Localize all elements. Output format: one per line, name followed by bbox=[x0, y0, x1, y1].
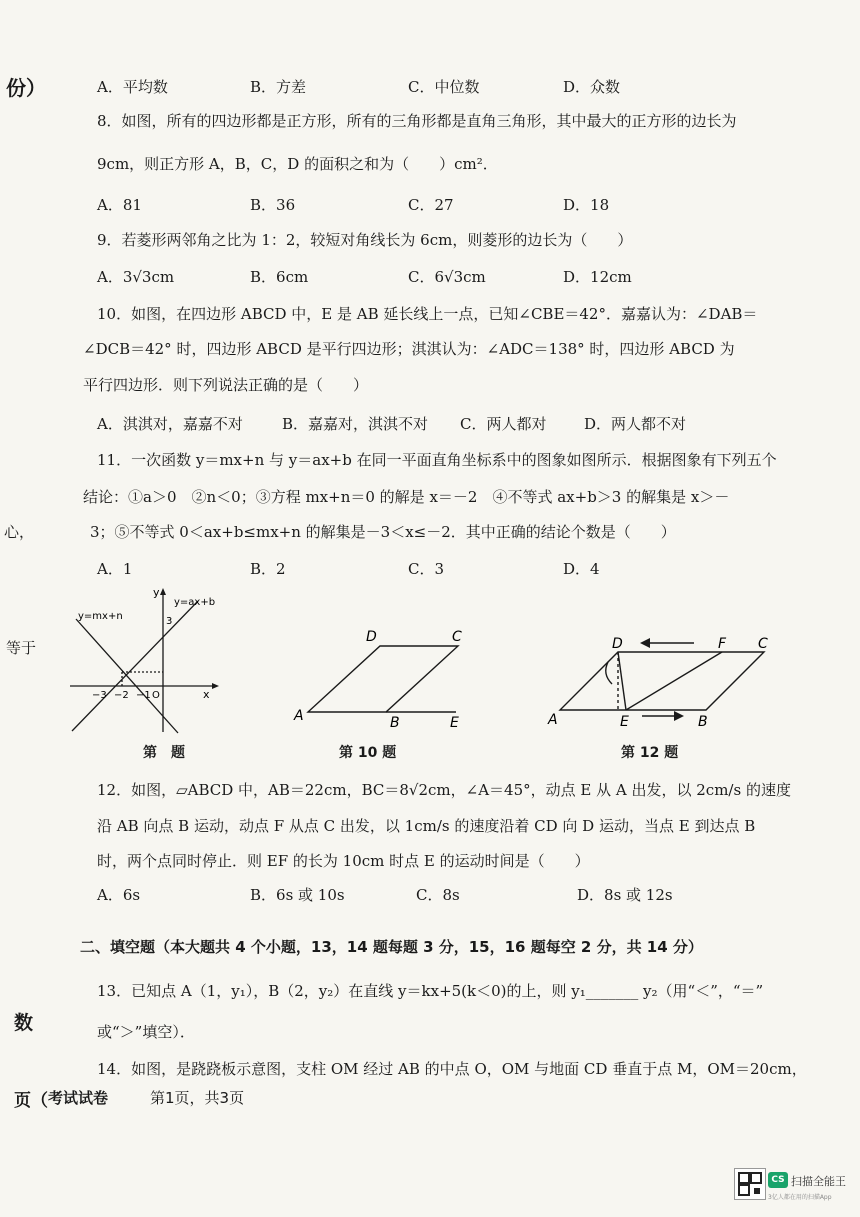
tick-3: 3 bbox=[166, 616, 173, 627]
q12-figure bbox=[546, 628, 780, 732]
parallelogram-abcd bbox=[308, 646, 458, 712]
q11-stem-line2: 结论：①a＞0 ②n＜0；③方程 mx+n＝0 的解是 x＝－2 ④不等式 ax+b＞3 的解集是 x＞－ bbox=[83, 488, 730, 506]
q13-stem-line2: 或“＞”填空）． bbox=[97, 1023, 195, 1041]
point-e: E bbox=[620, 714, 629, 730]
margin-fragment-heart: 心， bbox=[4, 523, 35, 541]
cs-badge-icon: CS bbox=[768, 1172, 788, 1188]
q8-stem-line2: 9cm，则正方形 A，B，C，D 的面积之和为（ ）cm²． bbox=[97, 155, 498, 173]
footer-exam-title: 考试试卷 bbox=[48, 1089, 109, 1107]
margin-fragment-shu: 数 bbox=[14, 1012, 34, 1034]
q11-option-d: D．4 bbox=[563, 560, 600, 578]
scanner-app-name: 扫描全能王 bbox=[791, 1175, 846, 1188]
q9-option-b: B．6cm bbox=[250, 268, 309, 286]
q12-option-d: D．8s 或 12s bbox=[577, 886, 673, 904]
q12-stem-line1: 12．如图，▱ABCD 中，AB＝22cm，BC＝8√2cm，∠A＝45°，动点 E 从 A 出发，以 2cm/s 的速度 bbox=[97, 781, 791, 799]
q12-option-c: C．8s bbox=[416, 886, 460, 904]
vertex-a: A bbox=[548, 712, 558, 728]
footer-page-number: 第1页，共3页 bbox=[150, 1089, 245, 1107]
q14-stem-line1: 14．如图，是跷跷板示意图，支柱 OM 经过 AB 的中点 O，OM 与地面 CD 垂直于点 M，OM＝20cm， bbox=[97, 1060, 807, 1078]
segment-de bbox=[618, 652, 626, 710]
q7-option-d: D．众数 bbox=[563, 78, 621, 96]
q7-option-c: C．中位数 bbox=[408, 78, 480, 96]
q12-stem-line2: 沿 AB 向点 B 运动，动点 F 从点 C 出发，以 1cm/s 的速度沿着 CD 向 D 运动，当点 E 到达点 B bbox=[97, 817, 756, 835]
tick-minus-2: −2 bbox=[114, 690, 129, 701]
vertex-c: C bbox=[758, 636, 768, 652]
q10-figure-caption: 第 10 题 bbox=[339, 745, 397, 761]
vertex-b: B bbox=[698, 714, 708, 730]
q11-figure-caption: 第 题 bbox=[143, 745, 185, 761]
q10-stem-line3: 平行四边形．则下列说法正确的是（ ） bbox=[83, 376, 369, 394]
q11-stem-line1: 11．一次函数 y＝mx+n 与 y＝ax+b 在同一平面直角坐标系中的图象如图所示．根据图象有下列五个 bbox=[97, 451, 777, 469]
vertex-d: D bbox=[366, 629, 377, 645]
tick-minus-3: −3 bbox=[92, 690, 107, 701]
label-ax-plus-b: y=ax+b bbox=[174, 597, 216, 608]
x-axis-label: x bbox=[203, 688, 210, 701]
q9-option-c: C．6√3cm bbox=[408, 268, 486, 286]
q11-figure bbox=[66, 586, 226, 736]
angle-mark bbox=[606, 662, 612, 684]
parallelogram-abcd bbox=[560, 652, 764, 710]
margin-fragment-top: 份） bbox=[6, 76, 46, 100]
q11-option-c: C．3 bbox=[408, 560, 445, 578]
margin-fragment-equals: 等于 bbox=[6, 639, 37, 657]
vertex-b: B bbox=[390, 715, 400, 731]
arrow-left-icon bbox=[640, 638, 650, 648]
q10-figure bbox=[286, 624, 478, 732]
q10-option-d: D．两人都不对 bbox=[584, 415, 687, 433]
vertex-a: A bbox=[294, 708, 304, 724]
label-mx-plus-n: y=mx+n bbox=[78, 611, 123, 622]
q12-option-a: A．6s bbox=[97, 886, 141, 904]
q8-option-d: D．18 bbox=[563, 196, 610, 214]
q9-option-a: A．3√3cm bbox=[97, 268, 175, 286]
q12-stem-line3: 时，两个点同时停止．则 EF 的长为 10cm 时点 E 的运动时间是（ ） bbox=[97, 852, 590, 870]
q9-option-d: D．12cm bbox=[563, 268, 632, 286]
q8-option-c: C．27 bbox=[408, 196, 454, 214]
q7-option-a: A．平均数 bbox=[97, 78, 168, 96]
section-heading: 二、填空题（本大题共 4 个小题，13，14 题每题 3 分，15，16 题每空 2 分，共 14 分） bbox=[80, 938, 703, 956]
qr-code-icon bbox=[734, 1168, 766, 1200]
x-axis-arrow-icon bbox=[212, 683, 219, 689]
q10-option-b: B．嘉嘉对，淇淇不对 bbox=[282, 415, 429, 433]
tick-minus-1: −1 bbox=[136, 690, 151, 701]
q13-stem-line1: 13．已知点 A（1，y₁），B（2，y₂）在直线 y＝kx+5(k＜0)的上，则 y₁_______ y₂（用“＜”，“＝” bbox=[97, 982, 764, 1000]
q8-option-a: A．81 bbox=[97, 196, 142, 214]
q11-option-b: B．2 bbox=[250, 560, 286, 578]
q8-stem-line1: 8．如图，所有的四边形都是正方形，所有的三角形都是直角三角形，其中最大的正方形的边长为 bbox=[97, 112, 737, 130]
y-axis-arrow-icon bbox=[160, 588, 166, 595]
origin-label: O bbox=[152, 690, 160, 701]
point-e: E bbox=[450, 715, 459, 731]
q10-stem-line2: ∠DCB＝42° 时，四边形 ABCD 是平行四边形；淇淇认为：∠ADC＝138° 时，四边形 ABCD 为 bbox=[83, 340, 735, 358]
segment-ef bbox=[626, 652, 722, 710]
scanner-tagline: 3亿人都在用的扫描App bbox=[768, 1194, 832, 1201]
q9-stem: 9．若菱形两邻角之比为 1：2，较短对角线长为 6cm，则菱形的边长为（ ） bbox=[97, 231, 633, 249]
q11-option-a: A．1 bbox=[97, 560, 133, 578]
y-axis-label: y bbox=[153, 586, 160, 599]
q11-stem-line3: 3；⑤不等式 0＜ax+b≤mx+n 的解集是－3＜x≤－2．其中正确的结论个数是（ ） bbox=[90, 523, 676, 541]
arrow-right-icon bbox=[674, 711, 684, 721]
q10-option-c: C．两人都对 bbox=[460, 415, 547, 433]
vertex-d: D bbox=[612, 636, 623, 652]
q8-option-b: B．36 bbox=[250, 196, 296, 214]
q12-option-b: B．6s 或 10s bbox=[250, 886, 345, 904]
q12-figure-caption: 第 12 题 bbox=[621, 745, 679, 761]
point-f: F bbox=[718, 636, 727, 652]
q10-stem-line1: 10．如图，在四边形 ABCD 中，E 是 AB 延长线上一点，已知∠CBE＝42°．嘉嘉认为：∠DAB＝ bbox=[97, 305, 758, 323]
vertex-c: C bbox=[452, 629, 462, 645]
q7-option-b: B．方差 bbox=[250, 78, 307, 96]
margin-fragment-bottom: 页（ bbox=[14, 1091, 48, 1111]
q10-option-a: A．淇淇对，嘉嘉不对 bbox=[97, 415, 243, 433]
